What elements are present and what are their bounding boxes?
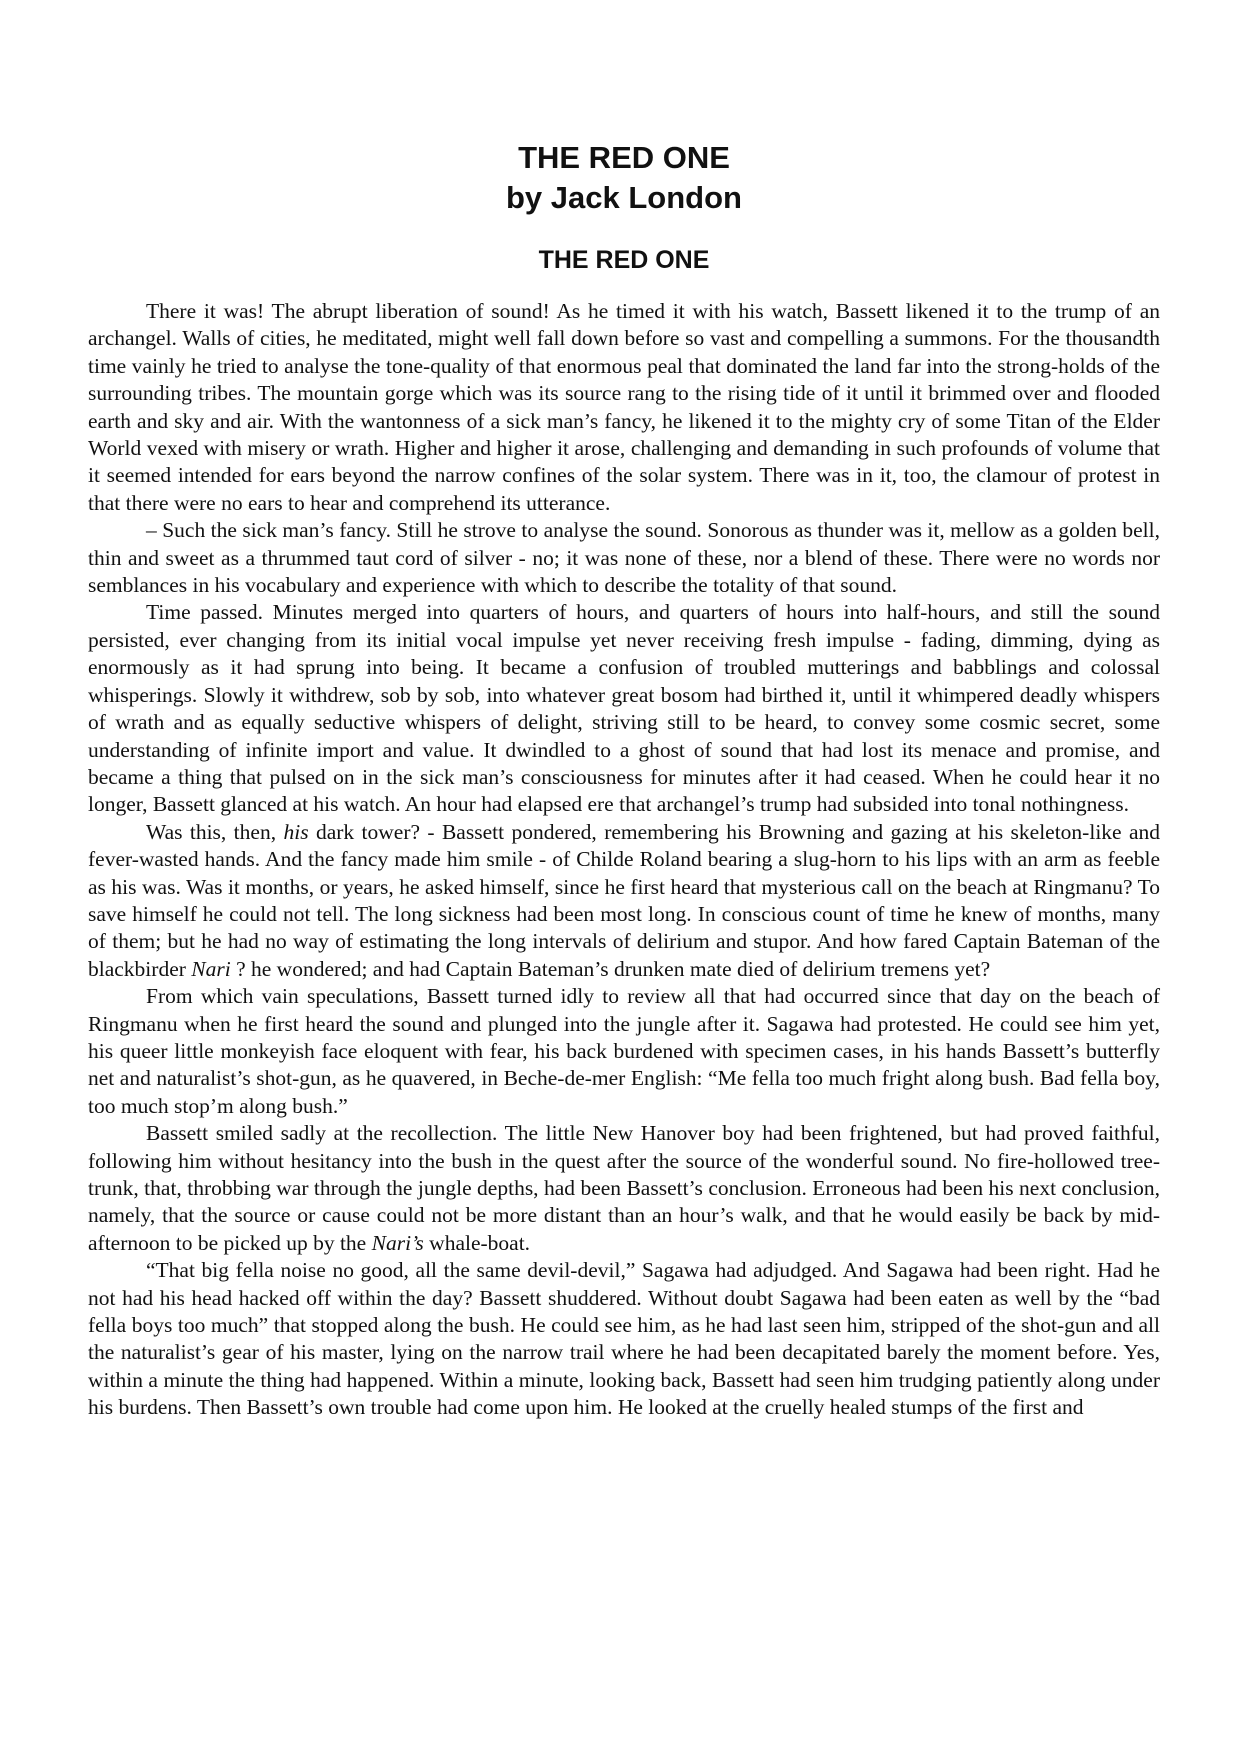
- paragraph-4-part-c: ? he wondered; and had Captain Bateman’s drunken mate died of delirium tremens yet?: [230, 956, 991, 981]
- paragraph-2: – Such the sick man’s fancy. Still he strove to analyse the sound. Sonorous as thunder was it, mellow as a golden bell, thin and sweet as a thrummed taut cord of silver - no; it was none of these, nor a blend of these. There were no words nor semblances in his vocabulary and experience with which to describe the totality of that sound.: [88, 518, 1160, 598]
- document-page: [88, 138, 1160, 1422]
- italic-naris: Nari’s: [371, 1230, 424, 1255]
- paragraph-4-part-b: dark tower? - Bassett pondered, remembering his Browning and gazing at his skeleton-like and fever-wasted hands. And the fancy made him smile - of Childe Roland bearing a slug-horn to his lips with an arm as feeble as his was. Was it months, or years, he asked himself, since he first heard that mysterious call on the beach at Ringmanu? To save himself he could not tell. The long sickness had been most long. In conscious count of time he knew of months, many of them; but he had no way of estimating the long intervals of delirium and stupor. And how fared Captain Bateman of the blackbirder: [88, 819, 1161, 981]
- italic-his: his: [283, 819, 309, 844]
- italic-nari: Nari: [191, 956, 231, 981]
- paragraph-5: From which vain speculations, Bassett turned idly to review all that had occurred since that day on the beach of Ringmanu when he first heard the sound and plunged into the jungle after it. Sagawa had protested. He could see him yet, his queer little monkeyish face eloquent with fear, his back burdened with specimen cases, in his hands Bassett’s butterfly net and naturalist’s shot-gun, as he quavered, in Beche-de-mer English: “Me fella too much fright along bush. Bad fella boy, too much stop’m along bush.”: [88, 984, 1160, 1118]
- book-title: [88, 138, 1160, 218]
- body-text: [88, 298, 1160, 1422]
- paragraph-1: There it was! The abrupt liberation of sound! As he timed it with his watch, Bassett likened it to the trump of an archangel. Walls of cities, he meditated, might well fall down before so vast and compelling a summons. For the thousandth time vainly he tried to analyse the tone-quality of that enormous peal that dominated the land far into the strong-holds of the surrounding tribes. The mountain gorge which was its source rang to the rising tide of it until it brimmed over and flooded earth and sky and air. With the wantonness of a sick man’s fancy, he likened it to the mighty cry of some Titan of the Elder World vexed with misery or wrath. Higher and higher it arose, challenging and demanding in such profounds of volume that it seemed intended for ears beyond the narrow confines of the solar system. There was in it, too, the clamour of protest in that there were no ears to hear and comprehend its utterance.: [88, 299, 1160, 515]
- paragraph-6: [88, 1120, 1160, 1257]
- paragraph-6-part-a: Bassett smiled sadly at the recollection. The little New Hanover boy had been frightened, but had proved faithful, following him without hesitancy into the bush in the quest after the source of the wonderful sound. No fire-hollowed tree-trunk, that, throbbing war through the jungle depths, had been Bassett’s conclusion. Erroneous had been his next conclusion, namely, that the source or cause could not be more distant than an hour’s walk, and that he would easily be back by mid-afternoon to be picked up by the: [88, 1121, 1160, 1255]
- chapter-title: THE RED ONE: [538, 246, 710, 274]
- paragraph-4-part-a: Was this, then,: [146, 819, 284, 844]
- title-line-2: by Jack London: [506, 180, 742, 215]
- paragraph-4: [88, 819, 1160, 983]
- paragraph-6-part-b: whale-boat.: [423, 1230, 531, 1255]
- title-line-1: THE RED ONE: [518, 140, 730, 175]
- paragraph-3: Time passed. Minutes merged into quarters of hours, and quarters of hours into half-hours, and still the sound persisted, ever changing from its initial vocal impulse yet never receiving fresh impulse - fading, dimming, dying as enormously as it had sprung into being. It became a confusion of troubled mutterings and babblings and colossal whisperings. Slowly it withdrew, sob by sob, into whatever great bosom had birthed it, until it whimpered deadly whispers of wrath and as equally seductive whispers of delight, striving still to be heard, to convey some cosmic secret, some understanding of infinite import and value. It dwindled to a ghost of sound that had lost its menace and promise, and became a thing that pulsed on in the sick man’s consciousness for minutes after it had ceased. When he could hear it no longer, Bassett glanced at his watch. An hour had elapsed ere that archangel’s trump had subsided into tonal nothingness.: [88, 600, 1160, 817]
- paragraph-7: “That big fella noise no good, all the same devil-devil,” Sagawa had adjudged. And Sagawa had been right. Had he not had his head hacked off within the day? Bassett shuddered. Without doubt Sagawa had been eaten as well by the “bad fella boys too much” that stopped along the bush. He could see him, as he had last seen him, stripped of the shot-gun and all the naturalist’s gear of his master, lying on the narrow trail where he had been decapitated barely the moment before. Yes, within a minute the thing had happened. Within a minute, looking back, Bassett had seen him trudging patiently along under his burdens. Then Bassett’s own trouble had come upon him. He looked at the cruelly healed stumps of the first and: [88, 1258, 1160, 1420]
